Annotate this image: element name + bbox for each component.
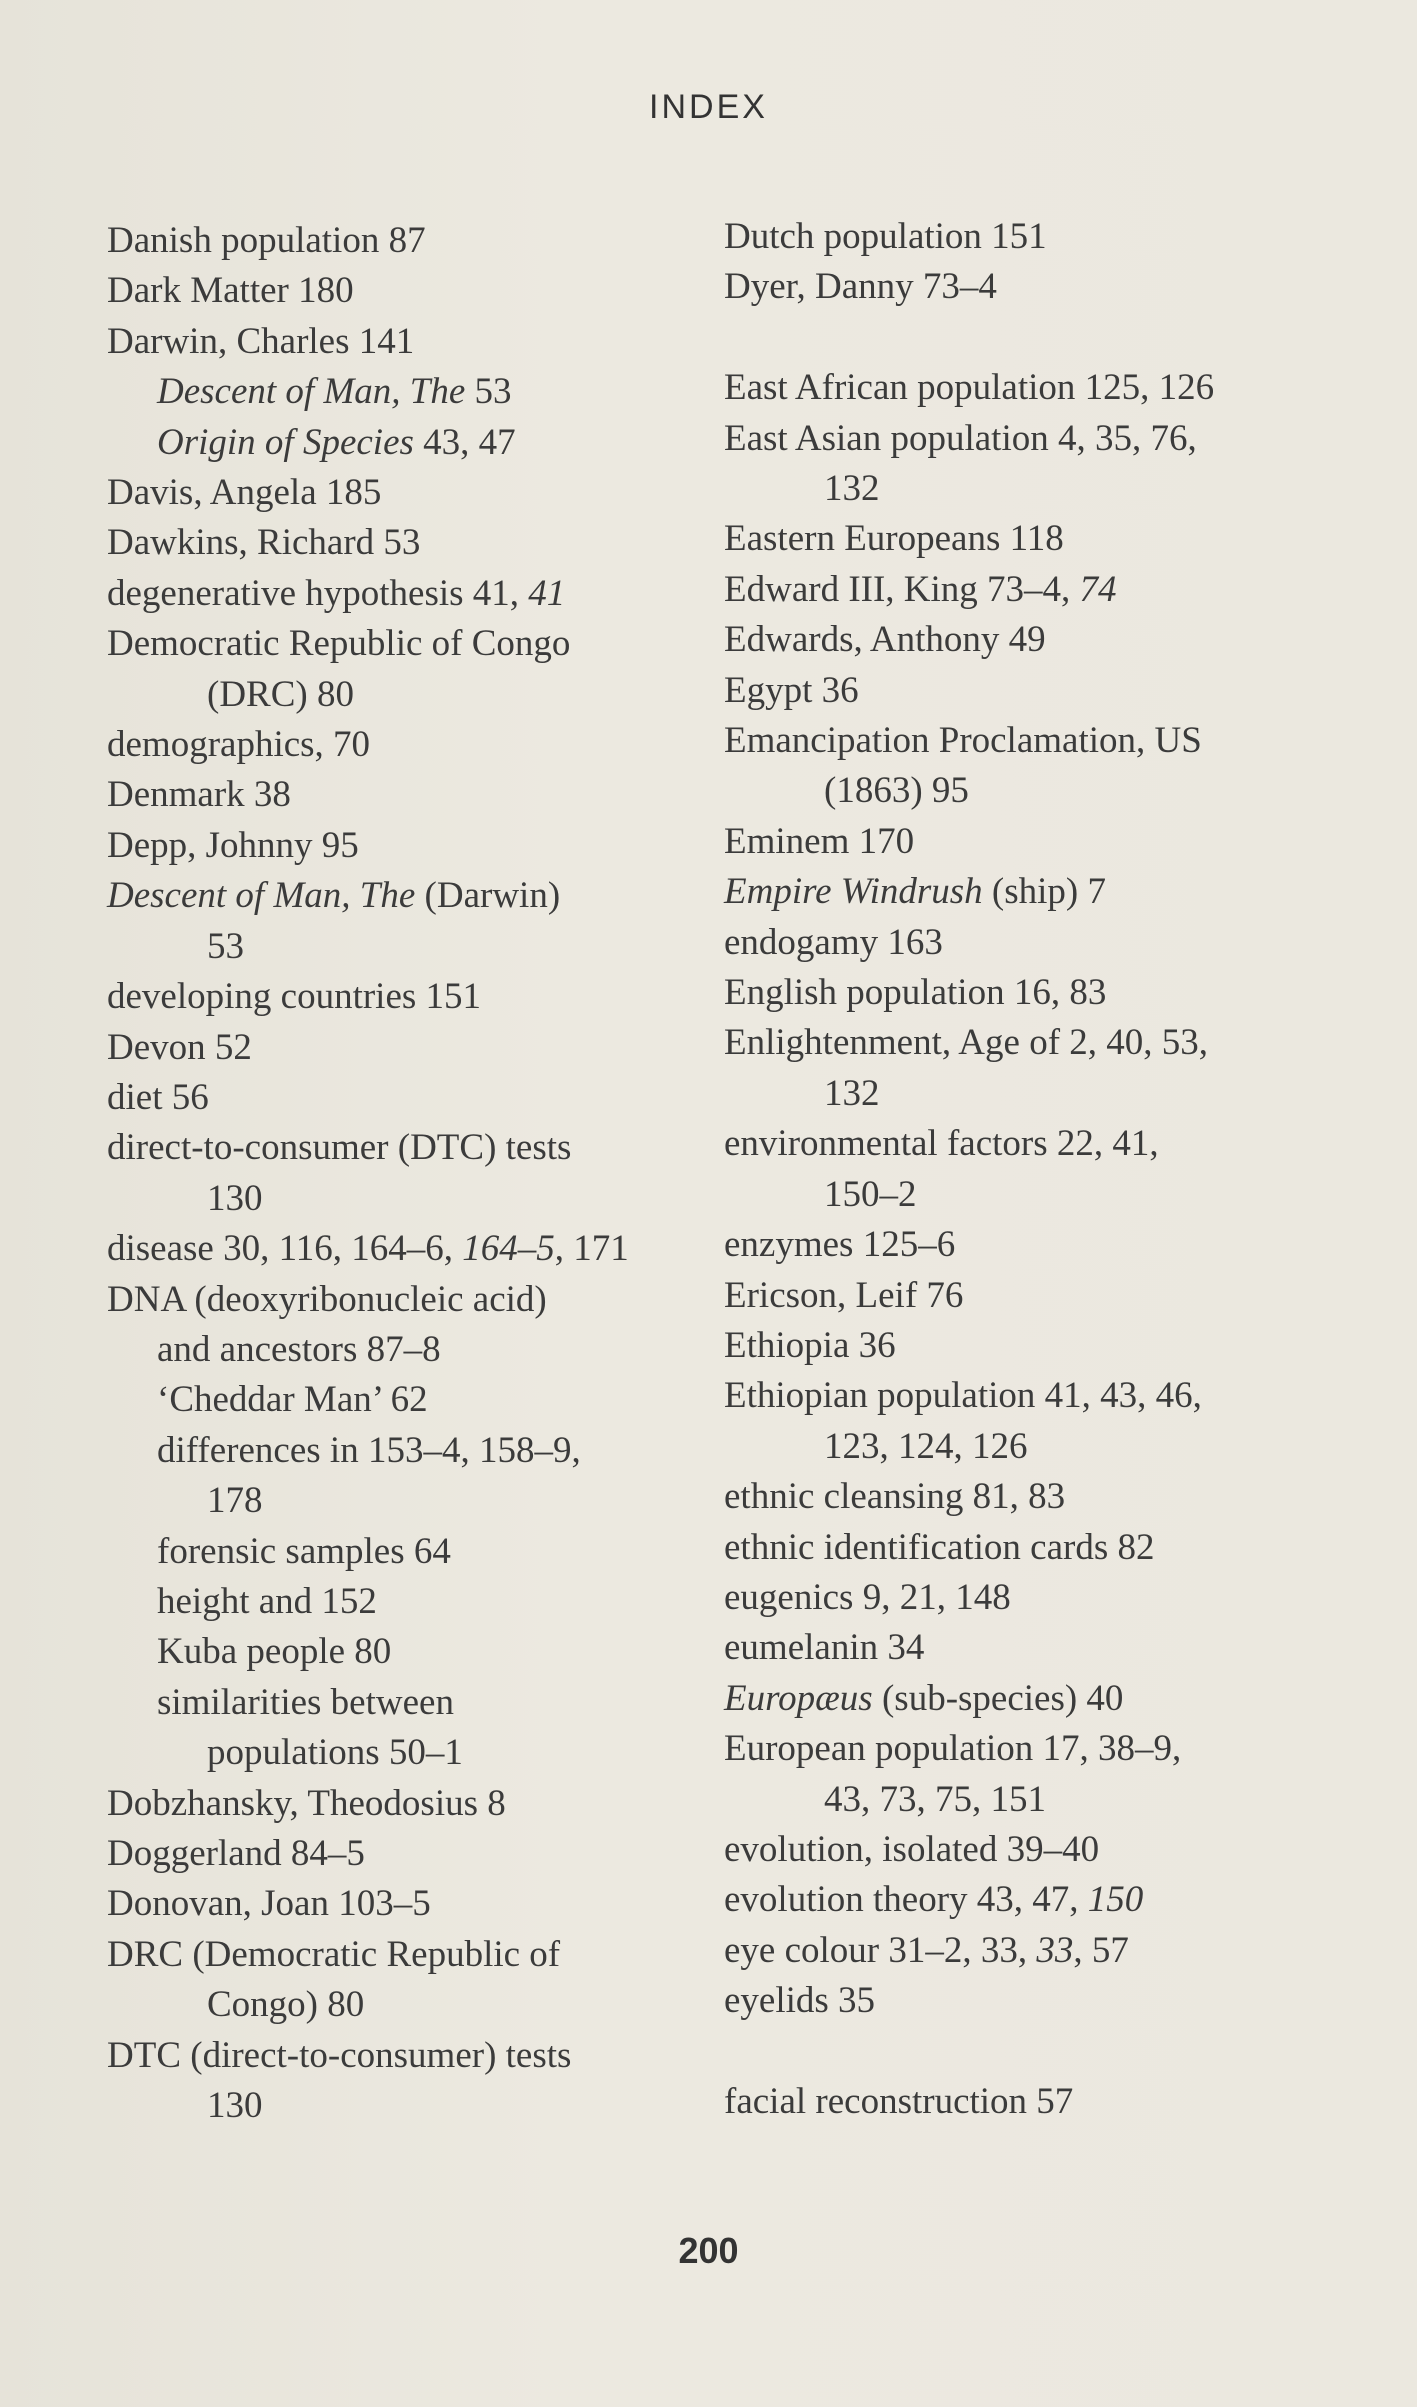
index-entry-continuation — [724, 1775, 1344, 1825]
index-entry — [724, 1875, 1344, 1925]
index-entry — [107, 569, 687, 619]
index-entry-continuation — [107, 1728, 687, 1778]
index-text: DRC (Democratic Republic of — [107, 1933, 561, 1975]
index-entry — [724, 414, 1344, 464]
index-entry — [107, 1023, 687, 1073]
index-text: direct-to-consumer (DTC) tests — [107, 1127, 572, 1169]
index-text: Dutch population 151 — [724, 216, 1047, 257]
index-entry-continuation — [107, 922, 687, 972]
index-text: similarities between — [157, 1681, 454, 1723]
index-column-left — [107, 216, 687, 2131]
index-subentry — [107, 1527, 687, 1577]
index-text: eumelanin 34 — [724, 1627, 925, 1669]
index-text: ethnic identification cards 82 — [724, 1526, 1155, 1568]
index-text: DTC (direct-to-consumer) tests — [107, 2034, 572, 2076]
index-text: 130 — [207, 2085, 263, 2127]
index-entry — [724, 1976, 1344, 2026]
index-entry — [724, 2077, 1344, 2127]
index-entry — [724, 212, 1344, 262]
index-text: environmental factors 22, 41, — [724, 1123, 1159, 1165]
index-text: evolution, isolated 39–40 — [724, 1828, 1100, 1870]
index-text: Darwin, Charles 141 — [107, 320, 415, 362]
index-entry — [107, 518, 687, 568]
index-text: Danish population 87 — [107, 220, 426, 261]
index-entry — [724, 1018, 1344, 1068]
index-text: Edwards, Anthony 49 — [724, 619, 1046, 661]
index-entry — [107, 1879, 687, 1929]
section-gap — [724, 313, 1344, 363]
index-entry — [107, 468, 687, 518]
index-text: disease 30, 116, 164–6, — [107, 1228, 463, 1270]
index-text: facial reconstruction 57 — [724, 2081, 1074, 2122]
index-text: ‘Cheddar Man’ 62 — [157, 1379, 428, 1421]
index-text: East Asian population 4, 35, 76, — [724, 417, 1197, 459]
index-entry — [724, 867, 1344, 917]
index-entry — [107, 871, 687, 921]
index-subentry — [107, 1627, 687, 1677]
index-entry — [107, 770, 687, 820]
index-entry — [107, 720, 687, 770]
index-entry — [724, 1825, 1344, 1875]
index-entry-continuation — [724, 1069, 1344, 1119]
index-subentry — [107, 1577, 687, 1627]
index-text-italic: Empire Windrush — [724, 871, 983, 913]
index-text: 178 — [207, 1480, 263, 1522]
running-header: INDEX — [649, 88, 768, 126]
index-text-italic: Origin of Species — [157, 421, 414, 463]
index-text: height and 152 — [157, 1580, 377, 1622]
index-entry — [724, 1674, 1344, 1724]
index-text: Edward III, King 73–4, — [724, 568, 1080, 610]
index-text: 43, 47 — [413, 421, 516, 463]
index-text: Denmark 38 — [107, 774, 291, 816]
index-subentry — [107, 418, 687, 468]
index-entry-continuation — [724, 766, 1344, 816]
index-text: Congo) 80 — [207, 1984, 365, 2026]
index-entry — [107, 821, 687, 871]
index-entry-continuation — [107, 2081, 687, 2131]
index-entry — [724, 918, 1344, 968]
index-subentry — [107, 1678, 687, 1728]
index-text: (Darwin) — [415, 875, 561, 917]
index-text: Davis, Angela 185 — [107, 472, 382, 514]
index-entry — [724, 565, 1344, 615]
index-text: (ship) 7 — [982, 871, 1106, 913]
index-text: , 171 — [554, 1228, 629, 1270]
index-subentry — [107, 1426, 687, 1476]
index-text-italic: 164–5 — [462, 1228, 555, 1270]
index-text: Donovan, Joan 103–5 — [107, 1883, 431, 1925]
index-text-italic: 74 — [1079, 568, 1117, 610]
index-text: 53 — [207, 925, 244, 967]
index-text: forensic samples 64 — [157, 1530, 451, 1572]
index-entry — [107, 1829, 687, 1879]
index-entry — [107, 317, 687, 367]
index-text: East African population 125, 126 — [724, 367, 1215, 409]
index-text: Eminem 170 — [724, 820, 915, 862]
index-text: degenerative hypothesis 41, — [107, 572, 529, 614]
index-entry — [107, 1779, 687, 1829]
index-entry — [107, 1224, 687, 1274]
index-entry — [107, 619, 687, 669]
index-text-italic: 33 — [1036, 1929, 1074, 1971]
index-entry-continuation — [107, 670, 687, 720]
index-entry — [724, 1926, 1344, 1976]
index-text: enzymes 125–6 — [724, 1224, 956, 1266]
index-entry — [107, 972, 687, 1022]
index-text: (sub-species) 40 — [872, 1677, 1124, 1719]
index-entry — [724, 1573, 1344, 1623]
index-entry — [724, 1271, 1344, 1321]
index-text: differences in 153–4, 158–9, — [157, 1429, 581, 1471]
section-gap — [724, 2027, 1344, 2077]
index-text: Dyer, Danny 73–4 — [724, 266, 997, 308]
index-entry-continuation — [107, 1476, 687, 1526]
index-entry — [107, 1275, 687, 1325]
index-text: 130 — [207, 1177, 263, 1219]
index-entry — [724, 817, 1344, 867]
index-text: 53 — [465, 371, 512, 413]
index-text: European population 17, 38–9, — [724, 1728, 1182, 1770]
index-text: Kuba people 80 — [157, 1631, 392, 1673]
index-text: Dobzhansky, Theodosius 8 — [107, 1782, 506, 1824]
index-text-italic: Europæus — [724, 1677, 873, 1719]
index-entry-continuation — [724, 464, 1344, 514]
index-entry — [724, 615, 1344, 665]
index-subentry — [107, 1375, 687, 1425]
index-text: demographics, 70 — [107, 724, 371, 766]
index-text: Enlightenment, Age of 2, 40, 53, — [724, 1022, 1209, 1064]
index-text: English population 16, 83 — [724, 972, 1107, 1014]
index-text: Depp, Johnny 95 — [107, 824, 359, 866]
index-text: endogamy 163 — [724, 921, 943, 963]
index-text: DNA (deoxyribonucleic acid) — [107, 1278, 547, 1320]
index-text: Ericson, Leif 76 — [724, 1274, 964, 1316]
index-entry — [724, 716, 1344, 766]
index-text: developing countries 151 — [107, 976, 482, 1018]
index-entry — [724, 1623, 1344, 1673]
index-entry-continuation — [107, 1980, 687, 2030]
index-text: Emancipation Proclamation, US — [724, 720, 1202, 762]
index-text-italic: 150 — [1087, 1879, 1144, 1921]
index-text: Eastern Europeans 118 — [724, 518, 1064, 560]
index-entry-continuation — [107, 1174, 687, 1224]
index-text: eyelids 35 — [724, 1980, 876, 2022]
index-text: evolution theory 43, 47, — [724, 1879, 1088, 1921]
index-entry — [107, 1123, 687, 1173]
index-entry-continuation — [724, 1170, 1344, 1220]
index-entry — [724, 363, 1344, 413]
index-entry — [724, 262, 1344, 312]
index-entry — [107, 1073, 687, 1123]
index-text-italic: Descent of Man, The — [107, 875, 416, 917]
index-text: and ancestors 87–8 — [157, 1328, 441, 1370]
index-entry — [724, 666, 1344, 716]
page-number: 200 — [678, 2230, 739, 2271]
index-text: eye colour 31–2, 33, — [724, 1929, 1037, 1971]
index-entry — [724, 1220, 1344, 1270]
index-text: Dark Matter 180 — [107, 270, 354, 312]
index-entry — [107, 216, 687, 266]
index-entry — [724, 968, 1344, 1018]
index-text: 132 — [824, 468, 880, 510]
index-text-italic: Descent of Man, The — [157, 371, 466, 413]
index-entry — [724, 1321, 1344, 1371]
index-entry — [724, 514, 1344, 564]
index-subentry — [107, 367, 687, 417]
index-text: Devon 52 — [107, 1026, 252, 1068]
index-entry — [724, 1371, 1344, 1421]
index-text: 123, 124, 126 — [824, 1425, 1028, 1467]
index-entry — [724, 1724, 1344, 1774]
index-entry-continuation — [724, 1422, 1344, 1472]
index-entry — [107, 266, 687, 316]
index-entry — [107, 1930, 687, 1980]
index-text: Ethiopian population 41, 43, 46, — [724, 1375, 1202, 1417]
index-text: 43, 73, 75, 151 — [824, 1778, 1046, 1820]
index-entry — [107, 2031, 687, 2081]
index-text: populations 50–1 — [207, 1732, 463, 1774]
index-entry — [724, 1119, 1344, 1169]
index-text: (1863) 95 — [824, 770, 969, 812]
index-text: diet 56 — [107, 1076, 209, 1118]
index-text: 150–2 — [824, 1173, 917, 1215]
index-text: Egypt 36 — [724, 669, 859, 711]
index-subentry — [107, 1325, 687, 1375]
index-text: (DRC) 80 — [207, 673, 354, 715]
index-column-right — [724, 212, 1344, 2127]
index-entry — [724, 1472, 1344, 1522]
index-text-italic: 41 — [528, 572, 566, 614]
index-text: Democratic Republic of Congo — [107, 623, 571, 665]
index-entry — [724, 1523, 1344, 1573]
index-text: , 57 — [1073, 1929, 1129, 1971]
index-text: Dawkins, Richard 53 — [107, 522, 421, 564]
index-text: eugenics 9, 21, 148 — [724, 1576, 1011, 1618]
index-text: 132 — [824, 1072, 880, 1114]
index-text: Ethiopia 36 — [724, 1324, 896, 1366]
index-text: Doggerland 84–5 — [107, 1833, 365, 1874]
index-text: ethnic cleansing 81, 83 — [724, 1476, 1066, 1518]
